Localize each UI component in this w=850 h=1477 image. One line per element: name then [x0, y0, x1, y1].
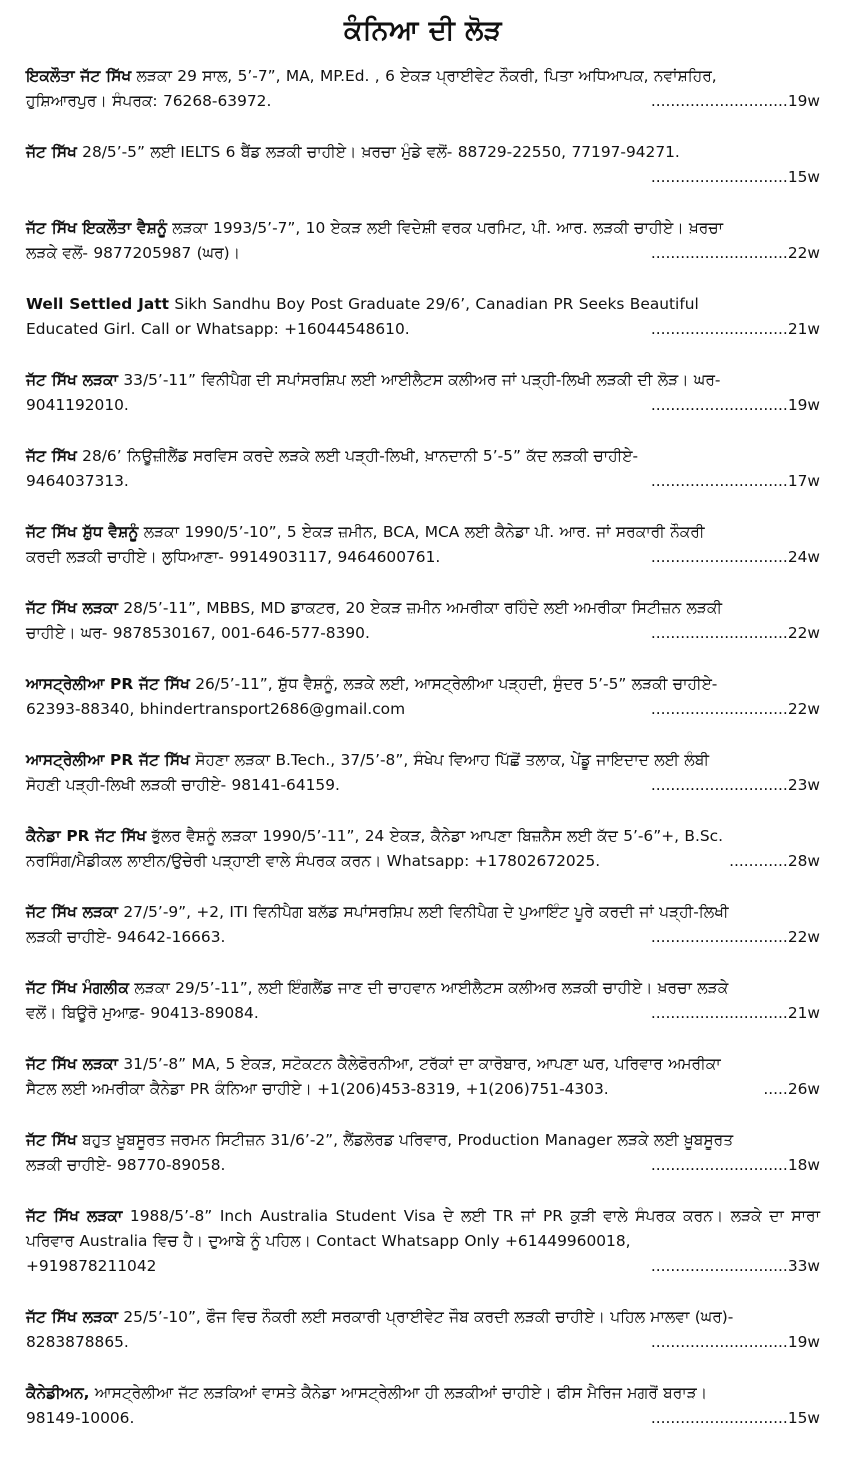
ad-lead: ਜੱਟ ਸਿੱਖ [26, 1131, 77, 1149]
ad-footer [26, 1330, 820, 1355]
ad-week-code: 23w [787, 776, 820, 794]
ad-tail-text: ਨਰਸਿੰਗ/ਮੈਡੀਕਲ ਲਾਈਨ/ਉਚੇਰੀ ਪੜ੍ਹਾਈ ਵਾਲੇ ਸੰਪਰਕ ਕਰਨ। Whatsapp: +17802672025. [26, 852, 601, 870]
ad-week-code: 18w [787, 1156, 820, 1174]
ad-text [26, 64, 820, 89]
ad-leader-dots: ............................ [650, 320, 788, 338]
ad-footer [26, 241, 820, 266]
ad-lead: ਜੱਟ ਸਿੱਖ ਲੜਕਾ [26, 1055, 118, 1073]
ad-week-code: 26w [787, 1080, 820, 1098]
ad-footer [26, 773, 820, 798]
ad-item [26, 748, 820, 798]
ad-leader-dots: ............................ [650, 1409, 788, 1427]
ad-item [26, 1052, 820, 1102]
ad-text [26, 444, 820, 469]
ad-body: ਸੋਹਣਾ ਲੜਕਾ B.Tech., 37/5’-8”, ਸੰਖੇਪ ਵਿਆਹ ਪਿੱਛੋਂ ਤਲਾਕ, ਪੇਂਡੂ ਜਾਇਦਾਦ ਲਈ ਲੰਬੀ [195, 751, 709, 769]
ad-item [26, 1128, 820, 1178]
ads-list [26, 64, 820, 1431]
ad-footer [26, 89, 820, 114]
ad-text [26, 672, 820, 697]
ad-leader-dots: ............................ [650, 624, 788, 642]
ad-leader-dots: ............................ [650, 1004, 788, 1022]
ad-footer [26, 925, 820, 950]
ad-week-code: 28w [787, 852, 820, 870]
ad-tail-text: ਲੜਕੇ ਵਲੋਂ- 9877205987 (ਘਰ)। [26, 244, 241, 262]
ad-week-code: 22w [787, 624, 820, 642]
ad-text [26, 900, 820, 925]
ad-lead: ਜੱਟ ਸਿੱਖ ਲੜਕਾ [26, 1207, 123, 1225]
ad-tail-text: ਕਰਦੀ ਲੜਕੀ ਚਾਹੀਏ। ਲੁਧਿਆਣਾ- 9914903117, 9464600761. [26, 548, 441, 566]
ad-leader-dots: ............................ [650, 92, 788, 110]
ad-item [26, 292, 820, 342]
ad-lead: ਆਸਟ੍ਰੇਲੀਆ PR ਜੱਟ ਸਿੱਖ [26, 751, 190, 769]
ad-lead: ਜੱਟ ਸਿੱਖ ਲੜਕਾ [26, 371, 118, 389]
ad-text [26, 1052, 820, 1077]
ad-body: 28/5’-11”, MBBS, MD ਡਾਕਟਰ, 20 ਏਕੜ ਜ਼ਮੀਨ ਅਮਰੀਕਾ ਰਹਿੰਦੇ ਲਈ ਅਮਰੀਕਾ ਸਿਟੀਜ਼ਨ ਲੜਕੀ [123, 599, 723, 617]
ad-body: ਬਹੁਤ ਖ਼ੂਬਸੂਰਤ ਜਰਮਨ ਸਿਟੀਜ਼ਨ 31/6’-2”, ਲੈਂਡਲੋਰਡ ਪਰਿਵਾਰ, Production Manager ਲੜਕੇ ਲਈ ਖ਼ੂਬਸੂਰਤ [82, 1131, 734, 1149]
ad-week-code: 15w [787, 1409, 820, 1427]
ad-item [26, 1204, 820, 1279]
ad-item [26, 140, 820, 190]
ad-body: 27/5’-9”, +2, ITI ਵਿਨੀਪੈਗ ਬਲੱਡ ਸਪਾਂਸਰਸ਼ਿਪ ਲਈ ਵਿਨੀਪੈਗ ਦੇ ਪੁਆਇੰਟ ਪੂਰੇ ਕਰਦੀ ਜਾਂ ਪੜ੍ਹੀ-ਲਿਖੀ [123, 903, 729, 921]
ad-leader-dots: ............................ [650, 548, 788, 566]
ad-lead: ਜੱਟ ਸਿੱਖ ਲੜਕਾ [26, 599, 118, 617]
ad-lead: ਜੱਟ ਸਿੱਖ ਲੜਕਾ [26, 1308, 118, 1326]
ad-lead: Well Settled Jatt [26, 295, 169, 313]
ad-week-code: 22w [787, 700, 820, 718]
ad-item [26, 596, 820, 646]
ad-tail-text: ਵਲੋਂ। ਬਿਊਰੋ ਮੁਆਫ਼- 90413-89084. [26, 1004, 259, 1022]
ad-leader-dots: ............................ [650, 928, 788, 946]
ad-body: 1988/5’-8” Inch Australia Student Visa ਦੇ ਲਈ TR ਜਾਂ PR ਕੁੜੀ ਵਾਲੇ ਸੰਪਰਕ ਕਰਨ। ਲੜਕੇ ਦਾ ਸਾਰਾ ਪਰਿਵਾਰ Australia ਵਿਚ ਹੈ। ਦੁਆਬੇ ਨੂੰ ਪਹਿਲ। Contact Whatsapp Only +61449960018, [26, 1207, 820, 1250]
ad-body: ਲੜਕਾ 1990/5’-10”, 5 ਏਕੜ ਜ਼ਮੀਨ, BCA, MCA ਲਈ ਕੈਨੇਡਾ ਪੀ. ਆਰ. ਜਾਂ ਸਰਕਾਰੀ ਨੌਕਰੀ [143, 523, 705, 541]
ad-leader-dots: ............................ [650, 1156, 788, 1174]
ad-body: 31/5’-8” MA, 5 ਏਕੜ, ਸਟੋਕਟਨ ਕੈਲੇਫੋਰਨੀਆ, ਟਰੱਕਾਂ ਦਾ ਕਾਰੋਬਾਰ, ਆਪਣਾ ਘਰ, ਪਰਿਵਾਰ ਅਮਰੀਕਾ [123, 1055, 721, 1073]
ad-footer [26, 1254, 820, 1279]
ad-tail-text: 8283878865. [26, 1333, 129, 1351]
ad-item [26, 976, 820, 1026]
ad-body: ਆਸਟ੍ਰੇਲੀਆ ਜੱਟ ਲੜਕਿਆਂ ਵਾਸਤੇ ਕੈਨੇਡਾ ਆਸਟ੍ਰੇਲੀਆ ਹੀ ਲੜਕੀਆਂ ਚਾਹੀਏ। ਫੀਸ ਮੈਰਿਜ ਮਗਰੋਂ ਬਰਾੜ। [94, 1384, 708, 1402]
ad-footer [26, 1406, 820, 1431]
ad-tail-text: ਚਾਹੀਏ। ਘਰ- 9878530167, 001-646-577-8390. [26, 624, 370, 642]
ad-body: 28/5’-5” ਲਈ IELTS 6 ਬੈਂਡ ਲੜਕੀ ਚਾਹੀਏ। ਖ਼ਰਚਾ ਮੁੰਡੇ ਵਲੋਂ- 88729-22550, 77197-94271. [82, 143, 680, 161]
ad-week-code: 21w [787, 320, 820, 338]
ad-lead: ਜੱਟ ਸਿੱਖ ਮੰਗਲੀਕ [26, 979, 129, 997]
ad-lead: ਇਕਲੌਤਾ ਜੱਟ ਸਿੱਖ [26, 67, 132, 85]
ad-leader-dots: ............................ [650, 700, 788, 718]
ad-footer [26, 469, 820, 494]
ad-footer [26, 697, 820, 722]
ad-body: 25/5’-10”, ਫੌਜ ਵਿਚ ਨੌਕਰੀ ਲਈ ਸਰਕਾਰੀ ਪ੍ਰਾਈਵੇਟ ਜੌਬ ਕਰਦੀ ਲੜਕੀ ਚਾਹੀਏ। ਪਹਿਲ ਮਾਲਵਾ (ਘਰ)- [123, 1308, 734, 1326]
ad-leader-dots: ............................ [650, 472, 788, 490]
ad-text [26, 596, 820, 621]
ad-item [26, 216, 820, 266]
ad-body: ਲੜਕਾ 29/5’-11”, ਲਈ ਇੰਗਲੈਂਡ ਜਾਣ ਦੀ ਚਾਹਵਾਨ ਆਈਲੈਟਸ ਕਲੀਅਰ ਲੜਕੀ ਚਾਹੀਏ। ਖ਼ਰਚਾ ਲੜਕੇ [134, 979, 729, 997]
ad-item [26, 444, 820, 494]
ad-text [26, 520, 820, 545]
ad-text [26, 1305, 820, 1330]
ad-item [26, 1305, 820, 1355]
ad-week-code: 22w [787, 244, 820, 262]
ad-week-code: 19w [787, 396, 820, 414]
ad-lead: ਜੱਟ ਸਿੱਖ [26, 143, 77, 161]
ad-tail-text: 98149-10006. [26, 1409, 135, 1427]
ad-text [26, 748, 820, 773]
page-title: ਕੰਨਿਆ ਦੀ ਲੋੜ [343, 15, 503, 46]
ad-tail-text: 9464037313. [26, 472, 129, 490]
ad-leader-dots: ............................ [650, 1257, 788, 1275]
ad-week-code: 33w [787, 1257, 820, 1275]
ad-body: ਭੁੱਲਰ ਵੈਸ਼ਨੂੰ ਲੜਕਾ 1990/5’-11”, 24 ਏਕੜ, ਕੈਨੇਡਾ ਆਪਣਾ ਬਿਜ਼ਨੈਸ ਲਈ ਕੱਦ 5’-6”+, B.Sc. [151, 827, 723, 845]
ad-week-code: 19w [787, 1333, 820, 1351]
ad-footer [26, 1153, 820, 1178]
ad-tail-text: +919878211042 [26, 1257, 157, 1275]
ad-tail-text: Educated Girl. Call or Whatsapp: +16044548610. [26, 320, 410, 338]
ad-text [26, 140, 820, 165]
ad-lead: ਕੈਨੇਡੀਅਨ, [26, 1384, 90, 1402]
ad-text [26, 1128, 820, 1153]
ad-lead: ਆਸਟ੍ਰੇਲੀਆ PR ਜੱਟ ਸਿੱਖ [26, 675, 190, 693]
ad-footer [26, 849, 820, 874]
ad-body: Sikh Sandhu Boy Post Graduate 29/6’, Canadian PR Seeks Beautiful [174, 295, 699, 313]
ad-text [26, 824, 820, 849]
ad-leader-dots: ............................ [650, 776, 788, 794]
ad-text [26, 1204, 820, 1254]
ad-tail-text: ਲੜਕੀ ਚਾਹੀਏ- 94642-16663. [26, 928, 226, 946]
ad-tail-text: ਲੜਕੀ ਚਾਹੀਏ- 98770-89058. [26, 1156, 226, 1174]
ad-item [26, 900, 820, 950]
ad-item [26, 368, 820, 418]
ad-item [26, 1381, 820, 1431]
ad-tail-text: 62393-88340, bhindertransport2686@gmail.com [26, 700, 406, 718]
ad-footer [26, 1077, 820, 1102]
ad-tail-text: ਸੈਟਲ ਲਈ ਅਮਰੀਕਾ ਕੈਨੇਡਾ PR ਕੰਨਿਆ ਚਾਹੀਏ। +1(206)453-8319, +1(206)751-4303. [26, 1080, 609, 1098]
ad-lead: ਜੱਟ ਸਿੱਖ [26, 447, 77, 465]
ad-leader-dots: ............................ [650, 396, 788, 414]
ad-tail-text: ਸੋਹਣੀ ਪੜ੍ਹੀ-ਲਿਖੀ ਲੜਕੀ ਚਾਹੀਏ- 98141-64159. [26, 776, 340, 794]
ad-leader-dots: ............................ [650, 168, 788, 186]
ad-week-code: 17w [787, 472, 820, 490]
ad-footer [26, 317, 820, 342]
ad-week-code: 21w [787, 1004, 820, 1022]
ad-tail-text: ਹੁਸ਼ਿਆਰਪੁਰ। ਸੰਪਰਕ: 76268-63972. [26, 92, 272, 110]
ad-body: 33/5’-11” ਵਿਨੀਪੈਗ ਦੀ ਸਪਾਂਸਰਸ਼ਿਪ ਲਈ ਆਈਲੈਟਸ ਕਲੀਅਰ ਜਾਂ ਪੜ੍ਹੀ-ਲਿਖੀ ਲੜਕੀ ਦੀ ਲੋੜ। ਘਰ- [123, 371, 721, 389]
ad-text [26, 368, 820, 393]
ad-lead: ਜੱਟ ਸਿੱਖ ਇਕਲੌਤਾ ਵੈਸ਼ਨੂੰ [26, 219, 167, 237]
ad-lead: ਕੈਨੇਡਾ PR ਜੱਟ ਸਿੱਖ [26, 827, 147, 845]
ad-tail-text: 9041192010. [26, 396, 129, 414]
ad-week-code: 24w [787, 548, 820, 566]
ad-item [26, 672, 820, 722]
ad-leader-dots: ............................ [650, 1333, 788, 1351]
ad-footer [26, 545, 820, 570]
ad-footer [26, 165, 820, 190]
ad-week-code: 15w [787, 168, 820, 186]
ad-body: 28/6’ ਨਿਊਜ਼ੀਲੈਂਡ ਸਰਵਿਸ ਕਰਦੇ ਲੜਕੇ ਲਈ ਪੜ੍ਹੀ-ਲਿਖੀ, ਖ਼ਾਨਦਾਨੀ 5’-5” ਕੱਦ ਲੜਕੀ ਚਾਹੀਏ- [82, 447, 639, 465]
ad-week-code: 19w [787, 92, 820, 110]
ad-body: ਲੜਕਾ 1993/5’-7”, 10 ਏਕੜ ਲਈ ਵਿਦੇਸ਼ੀ ਵਰਕ ਪਰਮਿਟ, ਪੀ. ਆਰ. ਲੜਕੀ ਚਾਹੀਏ। ਖ਼ਰਚਾ [172, 219, 724, 237]
ad-item [26, 520, 820, 570]
ad-item [26, 824, 820, 874]
ad-week-code: 22w [787, 928, 820, 946]
ad-leader-dots: ..... [763, 1080, 788, 1098]
ad-text [26, 292, 820, 317]
ad-footer [26, 1001, 820, 1026]
ad-leader-dots: ............................ [650, 244, 788, 262]
ad-leader-dots: ............ [729, 852, 788, 870]
ad-footer [26, 393, 820, 418]
ad-lead: ਜੱਟ ਸਿੱਖ ਸ਼ੁੱਧ ਵੈਸ਼ਨੂੰ [26, 523, 139, 541]
ad-text [26, 1381, 820, 1406]
ad-text [26, 216, 820, 241]
ad-footer [26, 621, 820, 646]
ad-body: 26/5’-11”, ਸ਼ੁੱਧ ਵੈਸ਼ਨੂੰ, ਲੜਕੇ ਲਈ, ਆਸਟ੍ਰੇਲੀਆ ਪੜ੍ਹਦੀ, ਸੁੰਦਰ 5’-5” ਲੜਕੀ ਚਾਹੀਏ- [195, 675, 718, 693]
ad-item [26, 64, 820, 114]
ad-lead: ਜੱਟ ਸਿੱਖ ਲੜਕਾ [26, 903, 118, 921]
ad-body: ਲੜਕਾ 29 ਸਾਲ, 5’-7”, MA, MP.Ed. , 6 ਏਕੜ ਪ੍ਰਾਈਵੇਟ ਨੌਕਰੀ, ਪਿਤਾ ਅਧਿਆਪਕ, ਨਵਾਂਸ਼ਹਿਰ, [136, 67, 717, 85]
ad-text [26, 976, 820, 1001]
